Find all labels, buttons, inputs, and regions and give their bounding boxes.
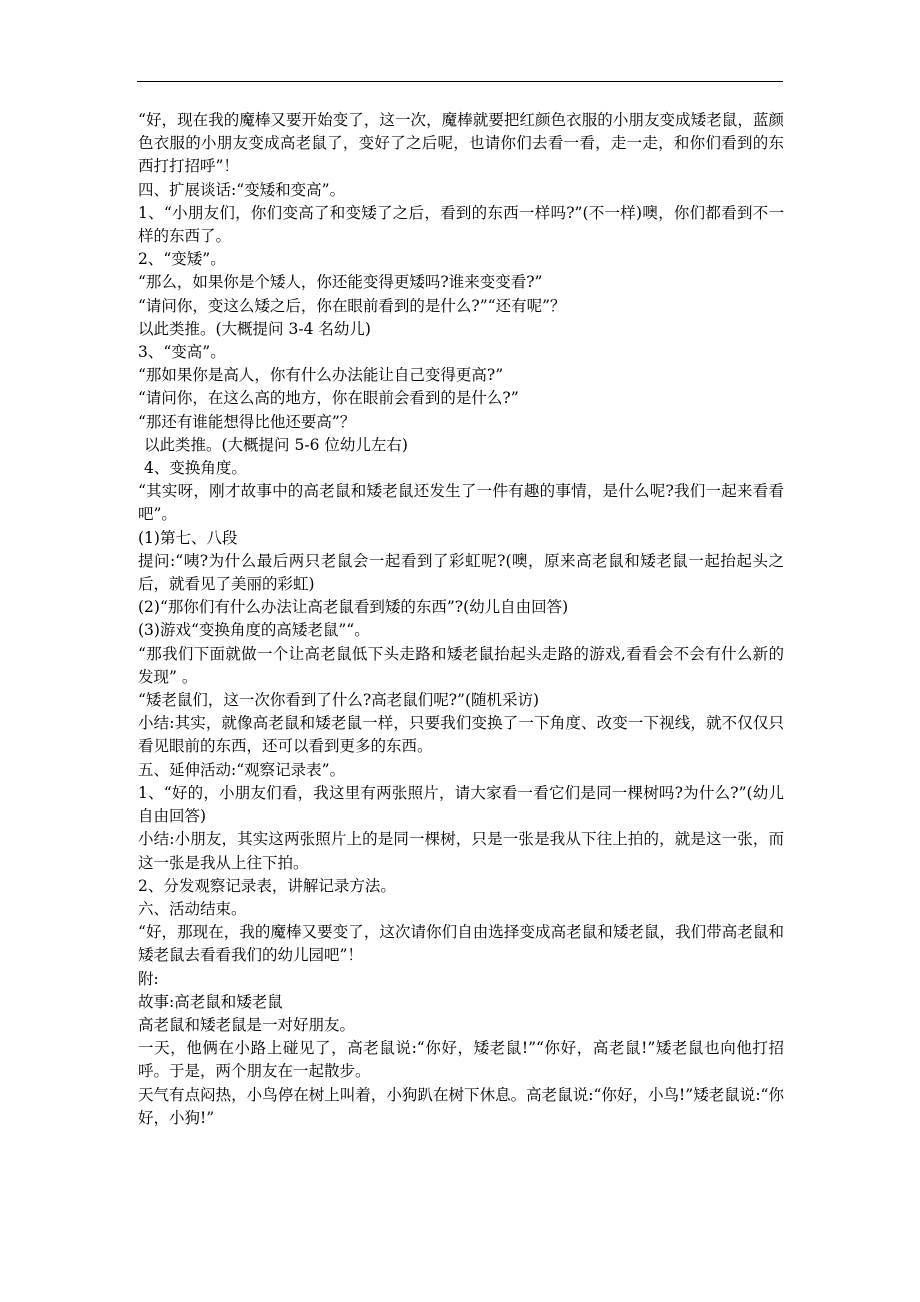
paragraph: “好，那现在，我的魔棒又要变了，这次请你们自由选择变成高老鼠和矮老鼠，我们带高老鼠和矮老鼠去看看我们的幼儿园吧”！ bbox=[138, 923, 784, 965]
section-heading: 五、延伸活动:“观察记录表”。 bbox=[138, 760, 346, 779]
document-body bbox=[138, 109, 784, 1130]
subsection-heading: 4、变换角度。 bbox=[144, 459, 247, 478]
paragraph: 2、分发观察记录表，讲解记录方法。 bbox=[138, 876, 396, 895]
paragraph: 附: bbox=[138, 969, 159, 988]
paragraph: “矮老鼠们，这一次你看到了什么?高老鼠们呢?”(随机采访) bbox=[138, 691, 540, 710]
paragraph: “好，现在我的魔棒又要开始变了，这一次，魔棒就要把红颜色衣服的小朋友变成矮老鼠，蓝颜色衣服的小朋友变成高老鼠了，变好了之后呢，也请你们去看一看，走一走，和你们看到的东西打打招呼”！ bbox=[138, 111, 784, 176]
paragraph: 天气有点闷热，小鸟停在树上叫着，小狗趴在树下休息。高老鼠说:“你好，小鸟!”矮老鼠说:“你好，小狗!” bbox=[138, 1085, 784, 1127]
section-heading: 四、扩展谈话:“变矮和变高”。 bbox=[138, 180, 346, 199]
paragraph: 以此类推。(大概提问 5-6 位幼儿左右) bbox=[144, 435, 408, 454]
paragraph: 以此类推。(大概提问 3-4 名幼儿) bbox=[138, 319, 371, 338]
section-heading: 六、活动结束。 bbox=[138, 899, 247, 918]
paragraph: 小结:其实，就像高老鼠和矮老鼠一样，只要我们变换了一下角度、改变一下视线，就不仅仅只看见眼前的东西，还可以看到更多的东西。 bbox=[138, 714, 784, 756]
paragraph: 1、“小朋友们，你们变高了和变矮了之后，看到的东西一样吗?”(不一样)噢，你们都看到不一样的东西了。 bbox=[138, 203, 784, 246]
subsection-heading: 3、“变高”。 bbox=[138, 343, 226, 362]
paragraph: (2)“那你们有什么办法让高老鼠看到矮的东西”?(幼儿自由回答) bbox=[138, 598, 569, 617]
paragraph: “那么，如果你是个矮人，你还能变得更矮吗?谁来变变看?” bbox=[138, 273, 543, 292]
paragraph: (3)游戏“变换角度的高矮老鼠”“。 bbox=[138, 621, 370, 640]
paragraph: “其实呀，刚才故事中的高老鼠和矮老鼠还发生了一件有趣的事情，是什么呢?我们一起来看看吧”。 bbox=[138, 482, 784, 524]
paragraph: 一天，他俩在小路上碰见了，高老鼠说:“你好，矮老鼠!”“你好，高老鼠!”矮老鼠也向他打招呼。于是，两个朋友在一起散步。 bbox=[138, 1039, 784, 1081]
story-title: 故事:高老鼠和矮老鼠 bbox=[138, 992, 283, 1011]
paragraph: 提问:“咦?为什么最后两只老鼠会一起看到了彩虹呢?(噢，原来高老鼠和矮老鼠一起抬起头之后，就看见了美丽的彩虹) bbox=[138, 551, 784, 594]
header-rule bbox=[137, 81, 783, 82]
paragraph: “那还有谁能想得比他还要高”？ bbox=[138, 412, 356, 431]
paragraph: 小结:小朋友，其实这两张照片上的是同一棵树，只是一张是我从下往上拍的，就是这一张，而这一张是我从上往下拍。 bbox=[138, 830, 784, 872]
paragraph: (1)第七、八段 bbox=[138, 528, 238, 547]
paragraph: 1、“好的，小朋友们看，我这里有两张照片，请大家看一看它们是同一棵树吗?为什么?”(幼儿自由回答) bbox=[138, 783, 784, 826]
paragraph: “那如果你是高人，你有什么办法能让自己变得更高?” bbox=[138, 366, 504, 385]
paragraph: “那我们下面就做一个让高老鼠低下头走路和矮老鼠抬起头走路的游戏,看看会不会有什么新的发现” 。 bbox=[138, 644, 784, 686]
subsection-heading: 2、“变矮”。 bbox=[138, 250, 226, 269]
paragraph: “请问你，变这么矮之后，你在眼前看到的是什么?”“还有呢”？ bbox=[138, 296, 566, 315]
paragraph: “请问你，在这么高的地方，你在眼前会看到的是什么?” bbox=[138, 389, 519, 408]
paragraph: 高老鼠和矮老鼠是一对好朋友。 bbox=[138, 1015, 356, 1034]
